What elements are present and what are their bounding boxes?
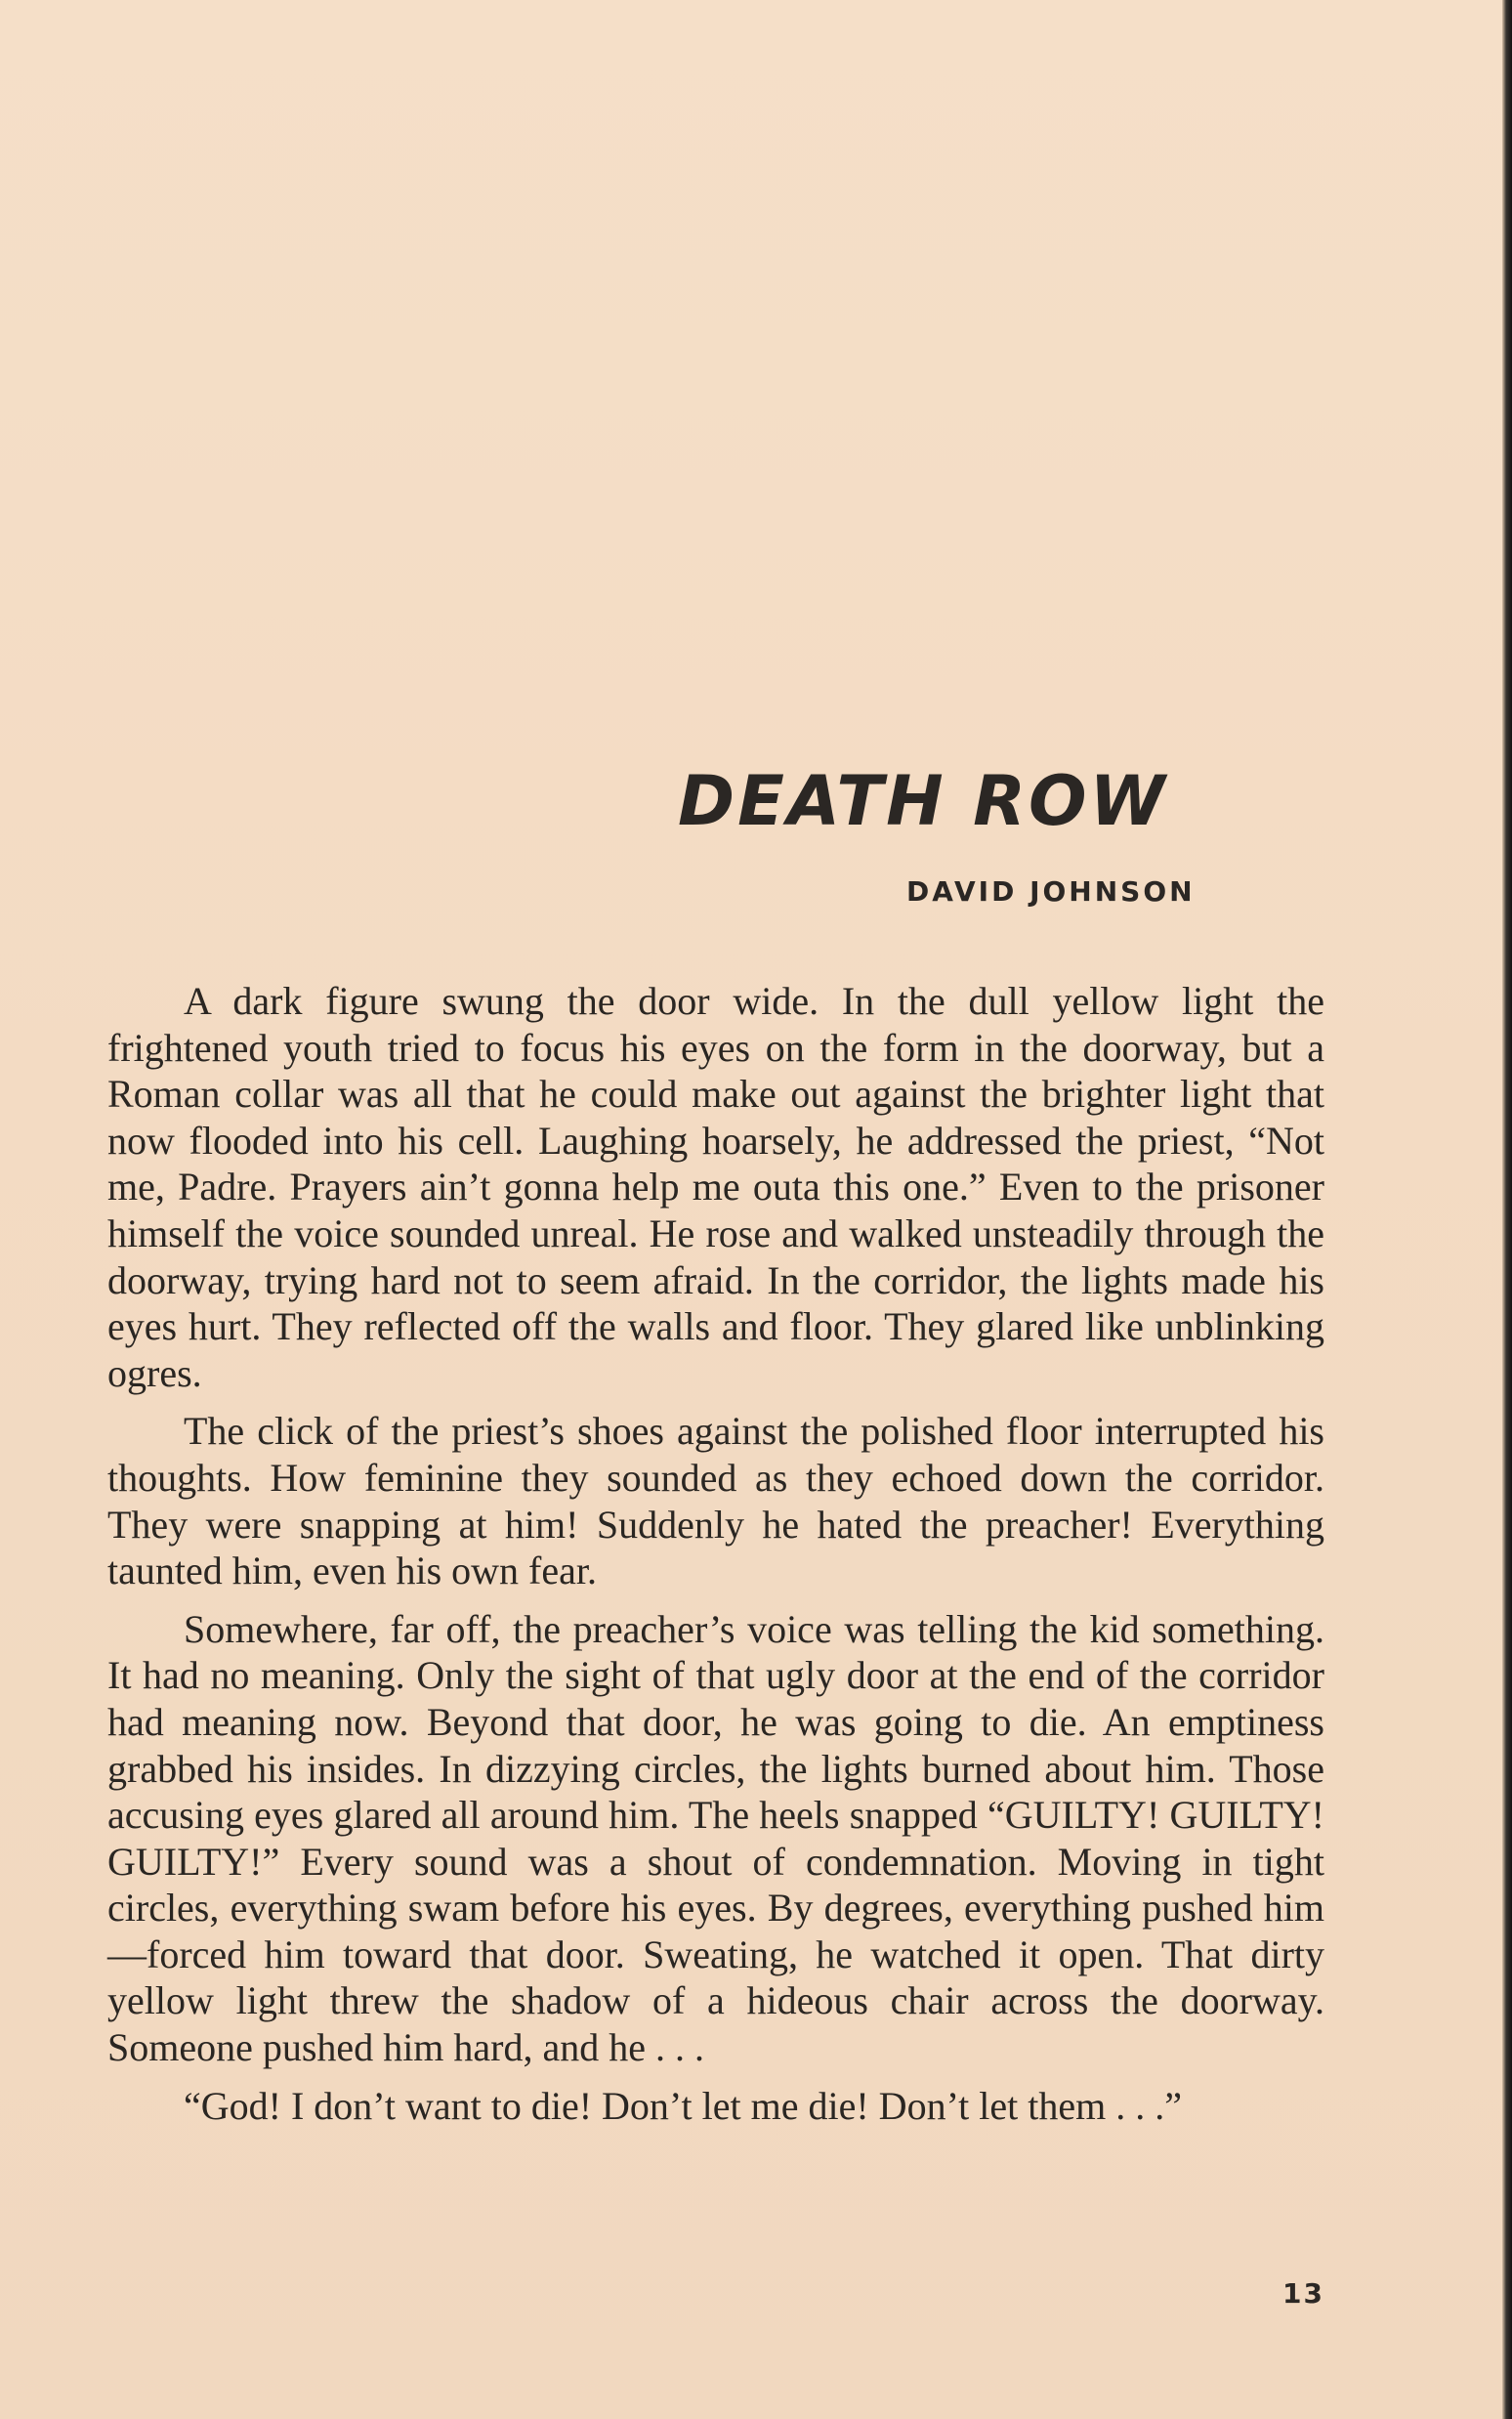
- story-title: DEATH ROW: [678, 761, 1168, 841]
- story-paragraph: Somewhere, far off, the preacher’s voice was telling the kid something. It had no meaning. Only the sight of that ugly door at the end of the corridor had meaning now. Beyond that door, he was going to die. An emptiness grabbed his insides. In dizzying circles, the lights burned about him. Those accusing eyes glared all around him. The heels snapped “GUILTY! GUILTY! GUILTY!” Every sound was a shout of condemnation. Moving in tight circles, everything swam before his eyes. By degrees, everything pushed him—forced him toward that door. Sweating, he watched it open. That dirty yellow light threw the shadow of a hideous chair across the doorway. Someone pushed him hard, and he . . .: [107, 1606, 1324, 2070]
- story-paragraph: “God! I don’t want to die! Don’t let me die! Don’t let them . . .”: [184, 2083, 1182, 2128]
- story-author: DAVID JOHNSON: [906, 875, 1196, 908]
- page-edge-binding: [1502, 0, 1512, 2419]
- page-number: 13: [1282, 2277, 1324, 2310]
- story-paragraph: The click of the priest’s shoes against the polished floor interrupted his thoughts. How feminine they sounded as they echoed down the corridor. They were snapping at him! Suddenly he hated the preacher! Everything taunted him, even his own fear.: [107, 1409, 1324, 1593]
- story-body: [107, 978, 1324, 2141]
- story-paragraph: A dark figure swung the door wide. In the dull yellow light the frightened youth tried to focus his eyes on the form in the doorway, but a Roman collar was all that he could make out against the brighter light that now flooded into his cell. Laughing hoarsely, he addressed the priest, “Not me, Padre. Prayers ain’t gonna help me outa this one.” Even to the prisoner himself the voice sounded unreal. He rose and walked unsteadily through the doorway, trying hard not to seem afraid. In the corridor, the lights made his eyes hurt. They reflected off the walls and floor. They glared like unblinking ogres.: [107, 979, 1324, 1395]
